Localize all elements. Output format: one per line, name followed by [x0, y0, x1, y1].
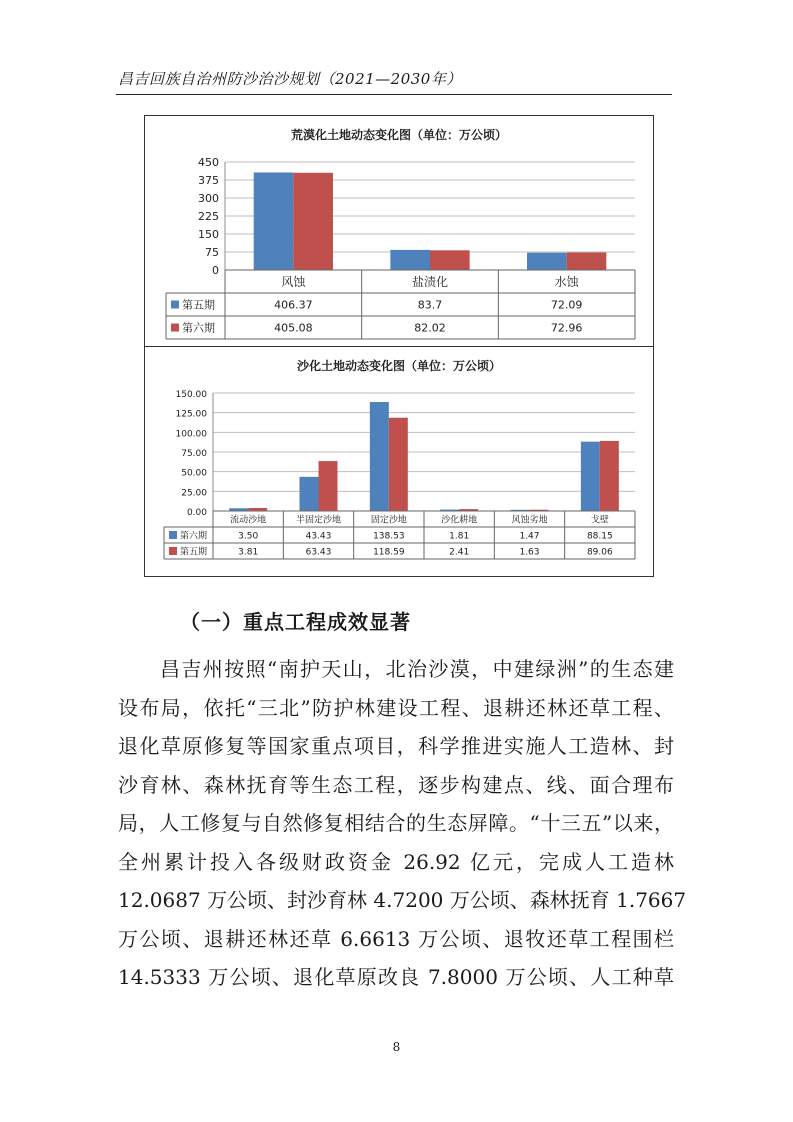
data-label: 88.15: [586, 531, 613, 542]
body-line: 14.5333 万公顷、退化草原改良 7.8000 万公顷、人工种草: [118, 965, 674, 989]
category-label: 戈壁: [590, 515, 609, 526]
body-paragraph: [118, 650, 687, 997]
data-label: 72.96: [550, 321, 583, 335]
data-label: 406.37: [274, 298, 313, 312]
bar: [389, 418, 408, 511]
bar: [600, 441, 619, 511]
legend-label: 第五期: [180, 547, 208, 558]
legend-label: 第六期: [180, 531, 208, 542]
category-label: 风蚀劣地: [511, 515, 548, 526]
category-label: 半固定沙地: [295, 515, 342, 526]
bar: [254, 172, 294, 270]
body-line: 昌吉州按照“南护天山，北治沙漠，中建绿洲”的生态建: [160, 657, 674, 681]
y-tick-label: 150: [198, 228, 219, 241]
data-label: 1.63: [519, 547, 540, 558]
section-heading: （一）重点工程成效显著: [180, 610, 411, 634]
legend-swatch: [169, 531, 177, 539]
y-tick-label: 300: [198, 192, 219, 205]
y-tick-label: 50.00: [181, 468, 207, 479]
bar: [300, 477, 319, 511]
bar: [430, 250, 470, 270]
data-label: 138.53: [373, 531, 405, 542]
category-label: 固定沙地: [370, 515, 407, 526]
legend-label: 第六期: [182, 321, 215, 335]
y-tick-label: 0: [212, 264, 219, 277]
legend-label: 第五期: [182, 298, 215, 312]
chart-title: 沙化土地动态变化图（单位：万公顷）: [296, 359, 502, 373]
data-label: 72.09: [550, 298, 583, 312]
body-line: 局，人工修复与自然修复相结合的生态屏障。“十三五”以来，: [118, 811, 674, 835]
category-label: 水蚀: [554, 275, 579, 290]
y-tick-label: 150.00: [175, 390, 207, 400]
bar: [319, 461, 338, 511]
y-tick-label: 75: [205, 246, 219, 259]
body-line: 全州累计投入各级财政资金 26.92 亿元，完成人工造林: [118, 849, 674, 874]
data-label: 63.43: [305, 547, 332, 558]
y-tick-label: 25.00: [181, 488, 207, 499]
y-tick-label: 225: [198, 210, 219, 223]
data-label: 405.08: [274, 321, 313, 335]
data-label: 1.81: [449, 531, 470, 542]
y-tick-label: 0.00: [186, 508, 207, 518]
bar: [527, 253, 567, 270]
body-line: 退化草原修复等国家重点项目，科学推进实施人工造林、封: [118, 734, 674, 758]
legend-swatch: [171, 324, 179, 332]
y-tick-label: 450: [198, 156, 219, 169]
body-line: 12.0687 万公顷、封沙育林 4.7200 万公顷、森林抚育 1.7667: [118, 888, 687, 912]
y-tick-label: 375: [198, 174, 219, 187]
data-label: 83.7: [417, 298, 443, 312]
legend-swatch: [169, 547, 177, 555]
bar: [390, 250, 430, 270]
category-label: 盐渍化: [411, 275, 449, 290]
bar: [370, 402, 389, 511]
y-tick-label: 75.00: [181, 449, 207, 459]
header-rule: [116, 94, 672, 95]
category-label: 沙化耕地: [441, 515, 478, 526]
bar: [581, 442, 600, 511]
data-label: 1.47: [519, 531, 540, 542]
bar: [293, 173, 333, 270]
y-tick-label: 125.00: [175, 409, 207, 420]
data-label: 118.59: [373, 547, 405, 558]
page-number: 8: [392, 1040, 401, 1054]
data-label: 3.50: [238, 531, 259, 542]
y-tick-label: 100.00: [175, 429, 207, 440]
data-label: 2.41: [449, 547, 470, 558]
sandification-chart: [146, 348, 652, 575]
body-line: 设布局，依托“三北”防护林建设工程、退耕还林还草工程、: [118, 695, 674, 720]
category-label: 风蚀: [281, 275, 306, 290]
category-label: 流动沙地: [230, 515, 267, 526]
data-label: 43.43: [305, 531, 332, 542]
bar: [567, 252, 607, 270]
chart-divider: [144, 346, 654, 347]
data-label: 3.81: [238, 547, 259, 558]
body-line: 万公顷、退耕还林还草 6.6613 万公顷、退牧还草工程围栏: [118, 926, 674, 951]
desertification-chart: [146, 117, 652, 345]
chart-title: 荒漠化土地动态变化图（单位：万公顷）: [290, 128, 508, 142]
data-label: 89.06: [586, 547, 613, 558]
body-line: 沙育林、森林抚育等生态工程，逐步构建点、线、面合理布: [118, 772, 674, 797]
data-label: 82.02: [414, 321, 446, 335]
legend-swatch: [171, 301, 179, 309]
running-header: 昌吉回族自治州防沙治沙规划（2021—2030年）: [118, 70, 462, 88]
